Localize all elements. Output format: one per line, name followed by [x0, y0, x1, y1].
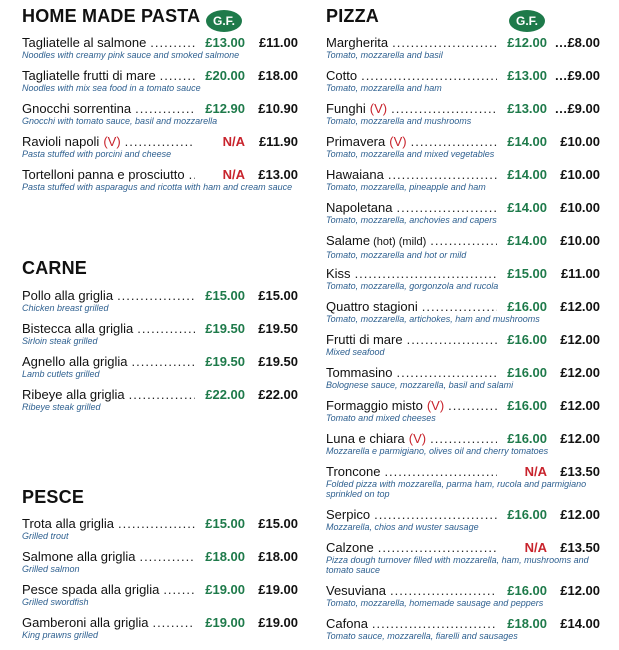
item-description: Tomato, mozzarella, homemade sausage and peppers	[326, 598, 544, 608]
gluten-free-price: N/A	[524, 464, 547, 479]
gf-badge-pizza: G.F.	[509, 10, 545, 32]
item-name: Gamberoni alla griglia	[22, 615, 149, 630]
item-price: £18.00	[258, 549, 298, 564]
item-name: Ribeye alla griglia	[22, 387, 125, 402]
item-price: £19.50	[258, 354, 298, 369]
item-description: Mixed seafood	[326, 347, 385, 357]
dot-leader	[391, 101, 497, 116]
dot-leader	[139, 549, 195, 564]
dot-leader	[150, 35, 195, 50]
item-name: Troncone	[326, 464, 381, 479]
dot-leader	[117, 288, 195, 303]
item-name: Primavera	[326, 134, 386, 149]
menu-item	[22, 288, 298, 313]
menu-item	[326, 365, 600, 390]
gluten-free-price: £16.00	[507, 299, 547, 314]
gluten-free-price: £15.00	[205, 288, 245, 303]
menu-item	[326, 35, 600, 60]
dot-leader	[448, 398, 497, 413]
dot-leader	[407, 332, 497, 347]
menu-item-row	[22, 321, 298, 336]
item-description: Gnocchi with tomato sauce, basil and mozzarella	[22, 116, 218, 126]
gluten-free-price: £19.00	[205, 615, 245, 630]
item-name: Vesuviana	[326, 583, 386, 598]
gluten-free-price: £19.50	[205, 354, 245, 369]
item-description: Pasta stuffed with asparagus and ricotta with ham and cream sauce	[22, 182, 293, 192]
item-price: £12.00	[560, 507, 600, 522]
menu-item	[326, 68, 600, 93]
menu-item-row	[326, 134, 600, 149]
item-description: Tomato, mozzarella, gorgonzola and rucola	[326, 281, 499, 291]
item-description: Tomato sauce, mozzarella, fiarelli and sausages	[326, 631, 518, 641]
menu-item	[326, 540, 600, 575]
gluten-free-price: £20.00	[205, 68, 245, 83]
gluten-free-price: £14.00	[507, 167, 547, 182]
item-price: …£9.00	[554, 101, 600, 116]
item-description: Mozzarella, chios and wuster sausage	[326, 522, 479, 532]
dot-leader	[411, 134, 497, 149]
dot-leader	[163, 582, 195, 597]
item-description: Tomato, mozzarella, pineapple and ham	[326, 182, 486, 192]
menu-item-row	[326, 200, 600, 215]
gluten-free-price: £22.00	[205, 387, 245, 402]
gluten-free-price: £16.00	[507, 365, 547, 380]
dot-leader	[129, 387, 195, 402]
item-description: Lamb cutlets grilled	[22, 369, 100, 379]
item-name: Trota alla griglia	[22, 516, 115, 531]
item-price: £13.00	[258, 167, 298, 182]
gluten-free-price: £16.00	[507, 507, 547, 522]
item-name: Ravioli napoli	[22, 134, 100, 149]
menu-item	[326, 332, 600, 357]
section-title-pizza: PIZZA	[326, 6, 379, 26]
menu-item-row	[22, 387, 298, 402]
item-price: £13.50	[560, 540, 600, 555]
item-price: £10.90	[258, 101, 298, 116]
dot-leader	[189, 167, 195, 182]
item-name: Agnello alla griglia	[22, 354, 128, 369]
item-price: £12.00	[560, 299, 600, 314]
menu-item	[22, 167, 298, 192]
menu-item-row	[326, 507, 600, 522]
item-name: Funghi	[326, 101, 366, 116]
dot-leader	[137, 321, 195, 336]
gluten-free-price: £19.50	[205, 321, 245, 336]
menu-item-row	[326, 616, 600, 631]
item-price: £12.00	[560, 365, 600, 380]
menu-item-row	[22, 288, 298, 303]
item-name: Formaggio misto	[326, 398, 423, 413]
menu-item-row	[326, 583, 600, 598]
item-name: Tortelloni panna e prosciutto	[22, 167, 185, 182]
item-description: Grilled salmon	[22, 564, 80, 574]
item-price: £19.00	[258, 615, 298, 630]
menu-item-row	[326, 332, 600, 347]
vegetarian-mark: (V)	[389, 134, 407, 149]
dot-leader	[372, 616, 497, 631]
item-description: Tomato, mozzarella, artichokes, ham and mushrooms	[326, 314, 540, 324]
menu-item-row	[22, 134, 298, 149]
gluten-free-price: £12.00	[507, 35, 547, 50]
menu-item-row	[22, 516, 298, 531]
menu-item	[326, 233, 600, 260]
item-price: £18.00	[258, 68, 298, 83]
item-description: Tomato, mozzarella, anchovies and capers	[326, 215, 497, 225]
item-price: £12.00	[560, 332, 600, 347]
item-description: Tomato, mozzarella and hot or mild	[326, 250, 467, 260]
gluten-free-price: £13.00	[507, 101, 547, 116]
item-description: Grilled trout	[22, 531, 69, 541]
dot-leader	[422, 299, 497, 314]
item-description: Pasta stuffed with porcini and cheese	[22, 149, 172, 159]
item-price: …£8.00	[554, 35, 600, 50]
menu-item-row	[326, 540, 600, 555]
dot-leader	[118, 516, 195, 531]
gluten-free-price: £12.90	[205, 101, 245, 116]
item-name: Napoletana	[326, 200, 393, 215]
menu-item	[22, 582, 298, 607]
menu-item-row	[22, 582, 298, 597]
dot-leader	[396, 365, 497, 380]
item-price: £10.00	[560, 200, 600, 215]
menu-item	[326, 398, 600, 423]
item-name: Pesce spada alla griglia	[22, 582, 160, 597]
dot-leader	[355, 266, 497, 281]
gluten-free-price: £15.00	[507, 266, 547, 281]
vegetarian-mark: (V)	[369, 101, 388, 116]
item-name: Pollo alla griglia	[22, 288, 114, 303]
menu-item-row	[326, 101, 600, 116]
item-description: Grilled swordfish	[22, 597, 89, 607]
gluten-free-price: £16.00	[507, 431, 547, 446]
item-price: £22.00	[258, 387, 298, 402]
vegetarian-mark: (V)	[426, 398, 445, 413]
item-description: Noodles with mix sea food in a tomato sauce	[22, 83, 201, 93]
menu-item	[22, 387, 298, 412]
item-name: Calzone	[326, 540, 374, 555]
dot-leader	[374, 507, 497, 522]
dot-leader	[160, 68, 195, 83]
dot-leader	[397, 200, 498, 215]
item-description: Chicken breast grilled	[22, 303, 109, 313]
menu-item-row	[326, 299, 600, 314]
item-description: Tomato, mozzarella and mushrooms	[326, 116, 472, 126]
vegetarian-mark: (V)	[408, 431, 427, 446]
menu-item-row	[22, 101, 298, 116]
menu-item-row	[22, 68, 298, 83]
menu-item	[326, 616, 600, 641]
gf-badge-pasta: G.F.	[206, 10, 242, 32]
menu-item-row	[326, 233, 600, 250]
menu-item-row	[22, 354, 298, 369]
menu-item-row	[22, 35, 298, 50]
dot-leader	[132, 354, 195, 369]
item-name: Luna e chiara	[326, 431, 405, 446]
item-price: £13.50	[560, 464, 600, 479]
item-name: Margherita	[326, 35, 389, 50]
menu-item	[22, 354, 298, 379]
gluten-free-price: £19.00	[205, 582, 245, 597]
item-name: Tagliatelle al salmone	[22, 35, 147, 50]
item-description: King prawns grilled	[22, 630, 99, 640]
item-price: £15.00	[258, 288, 298, 303]
dot-leader	[388, 167, 497, 182]
item-name: Tommasino	[326, 365, 393, 380]
item-description: Tomato, mozzarella and ham	[326, 83, 442, 93]
item-description: Mozzarella e parmigiano, olives oil and cherry tomatoes	[326, 446, 549, 456]
gluten-free-price: N/A	[222, 134, 245, 149]
menu-item	[22, 321, 298, 346]
menu-item	[22, 549, 298, 574]
item-price: £14.00	[560, 616, 600, 631]
menu-item	[22, 516, 298, 541]
gluten-free-price: £14.00	[507, 200, 547, 215]
vegetarian-mark: (V)	[103, 134, 121, 149]
menu-item-row	[22, 549, 298, 564]
menu-item	[22, 68, 298, 93]
menu-item-row	[326, 35, 600, 50]
dot-leader	[430, 233, 497, 248]
gluten-free-price: £13.00	[205, 35, 245, 50]
item-price: £10.00	[560, 233, 600, 248]
menu-item-row	[326, 167, 600, 182]
gluten-free-price: £16.00	[507, 332, 547, 347]
dot-leader	[378, 540, 497, 555]
item-description: Folded pizza with mozzarella, parma ham, rucola and parmigiano sprinkled on top	[326, 479, 587, 499]
item-price: £19.50	[258, 321, 298, 336]
gluten-free-price: £13.00	[507, 68, 547, 83]
item-price: £11.00	[258, 35, 298, 50]
menu-item-row	[326, 365, 600, 380]
item-description: Sirloin steak grilled	[22, 336, 98, 346]
dot-leader	[392, 35, 497, 50]
gluten-free-price: £16.00	[507, 398, 547, 413]
gluten-free-price: £16.00	[507, 583, 547, 598]
menu-item	[326, 464, 600, 499]
item-name: Hawaiana	[326, 167, 384, 182]
item-price: £12.00	[560, 398, 600, 413]
menu-item	[326, 299, 600, 324]
menu-item	[326, 507, 600, 532]
item-name: Salame	[326, 233, 371, 248]
item-description: Noodles with creamy pink sauce and smoked salmone	[22, 50, 240, 60]
menu-item-row	[326, 68, 600, 83]
menu-item	[22, 35, 298, 60]
section-title-pasta: HOME MADE PASTA	[22, 6, 201, 26]
dot-leader	[361, 68, 497, 83]
menu-item	[326, 431, 600, 456]
item-price: £10.00	[560, 167, 600, 182]
item-description: Bolognese sauce, mozzarella, basil and salami	[326, 380, 514, 390]
section-title-pesce: PESCE	[22, 487, 85, 507]
menu-item-row	[22, 615, 298, 630]
item-name: Frutti di mare	[326, 332, 403, 347]
item-name: Bistecca alla griglia	[22, 321, 134, 336]
item-description: Ribeye steak grilled	[22, 402, 101, 412]
item-name: Salmone alla griglia	[22, 549, 136, 564]
menu-item	[326, 167, 600, 192]
menu-item	[326, 200, 600, 225]
item-description: Pizza dough turnover filled with mozzarella, ham, mushrooms and tomato sauce	[326, 555, 589, 575]
item-price: £11.00	[560, 266, 600, 281]
item-name: Gnocchi sorrentina	[22, 101, 132, 116]
gluten-free-price: £14.00	[507, 233, 547, 248]
item-name: Kiss	[326, 266, 351, 281]
gluten-free-price: N/A	[524, 540, 547, 555]
section-title-carne: CARNE	[22, 258, 88, 278]
item-description: Tomato, mozzarella and mixed vegetables	[326, 149, 495, 159]
dot-leader	[430, 431, 497, 446]
item-options: (hot) (mild)	[373, 236, 427, 248]
item-price: …£9.00	[554, 68, 600, 83]
item-description: Tomato and mixed cheeses	[326, 413, 436, 423]
item-price: £19.00	[258, 582, 298, 597]
gluten-free-price: £15.00	[205, 516, 245, 531]
menu-item-row	[326, 431, 600, 446]
menu-item-row	[326, 464, 600, 479]
menu-item-row	[326, 266, 600, 281]
item-price: £12.00	[560, 431, 600, 446]
dot-leader	[384, 464, 497, 479]
item-name: Cafona	[326, 616, 368, 631]
item-price: £10.00	[560, 134, 600, 149]
dot-leader	[152, 615, 195, 630]
gluten-free-price: N/A	[222, 167, 245, 182]
menu-item-row	[326, 398, 600, 413]
gluten-free-price: £14.00	[507, 134, 547, 149]
item-name: Tagliatelle frutti di mare	[22, 68, 156, 83]
menu-item	[326, 583, 600, 608]
dot-leader	[390, 583, 497, 598]
menu-item-row	[22, 167, 298, 182]
menu-item	[326, 266, 600, 291]
dot-leader	[135, 101, 195, 116]
item-name: Cotto	[326, 68, 358, 83]
gluten-free-price: £18.00	[205, 549, 245, 564]
menu-item	[22, 134, 298, 159]
dot-leader	[125, 134, 195, 149]
menu-item	[326, 101, 600, 126]
item-name: Serpico	[326, 507, 371, 522]
menu-item	[22, 101, 298, 126]
gluten-free-price: £18.00	[507, 616, 547, 631]
menu-item	[326, 134, 600, 159]
item-price: £15.00	[258, 516, 298, 531]
item-price: £11.90	[258, 134, 298, 149]
item-name: Quattro stagioni	[326, 299, 418, 314]
item-description: Tomato, mozzarella and basil	[326, 50, 443, 60]
menu-item	[22, 615, 298, 640]
item-price: £12.00	[560, 583, 600, 598]
